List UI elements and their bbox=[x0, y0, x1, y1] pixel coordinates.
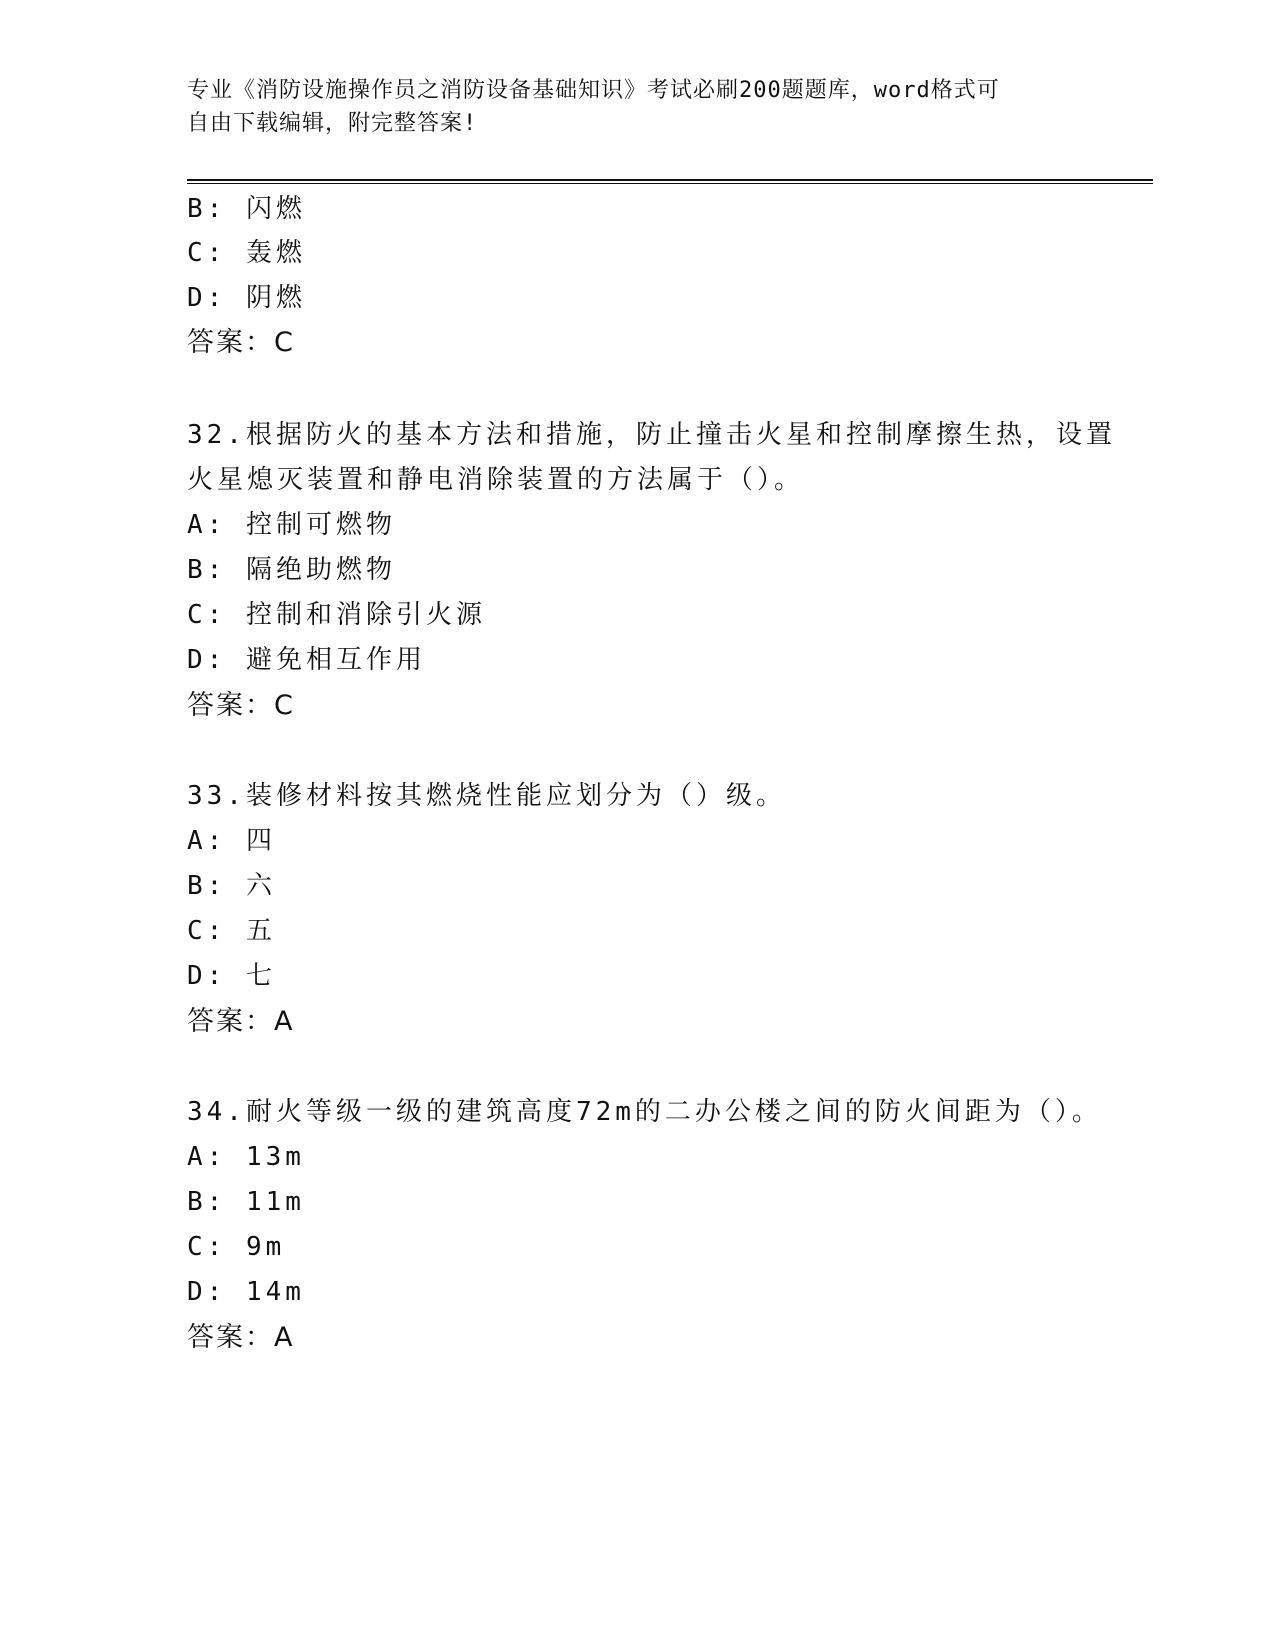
q33-stem: 33.装修材料按其燃烧性能应划分为（）级。 bbox=[187, 781, 786, 811]
q34-stem: 34.耐火等级一级的建筑高度72m的二办公楼之间的防火间距为（）。 bbox=[187, 1097, 1102, 1127]
q31-option-d: D: 阴燃 bbox=[187, 283, 306, 313]
q32-option-b: B: 隔绝助燃物 bbox=[187, 555, 396, 585]
header-rule-thick bbox=[187, 179, 1153, 181]
q33-option-b: B: 六 bbox=[187, 871, 276, 901]
q32-answer: 答案：C bbox=[187, 690, 295, 721]
q34-option-b: B: 11m bbox=[187, 1187, 305, 1217]
q33-option-c: C: 五 bbox=[187, 916, 276, 946]
header-line-1: 专业《消防设施操作员之消防设备基础知识》考试必刷200题题库，word格式可 bbox=[187, 78, 1000, 103]
q34-option-c: C: 9m bbox=[187, 1232, 286, 1262]
q34-option-a: A: 13m bbox=[187, 1142, 305, 1172]
q33-option-d: D: 七 bbox=[187, 961, 276, 991]
q32-stem-line-1: 32.根据防火的基本方法和措施，防止撞击火星和控制摩擦生热，设置 bbox=[187, 420, 1116, 450]
q32-option-d: D: 避免相互作用 bbox=[187, 645, 426, 675]
q33-answer: 答案：A bbox=[187, 1006, 295, 1037]
q32-option-a: A: 控制可燃物 bbox=[187, 510, 396, 540]
document-header bbox=[187, 74, 1067, 140]
header-rule-thin bbox=[187, 183, 1153, 184]
q32-option-c: C: 控制和消除引火源 bbox=[187, 600, 486, 630]
q34-answer: 答案：A bbox=[187, 1322, 295, 1353]
q31-option-b: B: 闪燃 bbox=[187, 194, 306, 224]
q31-option-c: C: 轰燃 bbox=[187, 238, 306, 268]
q33-option-a: A: 四 bbox=[187, 826, 276, 856]
header-line-2: 自由下载编辑，附完整答案! bbox=[187, 111, 478, 136]
q32-stem-line-2: 火星熄灭装置和静电消除装置的方法属于（）。 bbox=[187, 465, 805, 495]
q34-option-d: D: 14m bbox=[187, 1277, 305, 1307]
q31-answer: 答案：C bbox=[187, 327, 295, 358]
